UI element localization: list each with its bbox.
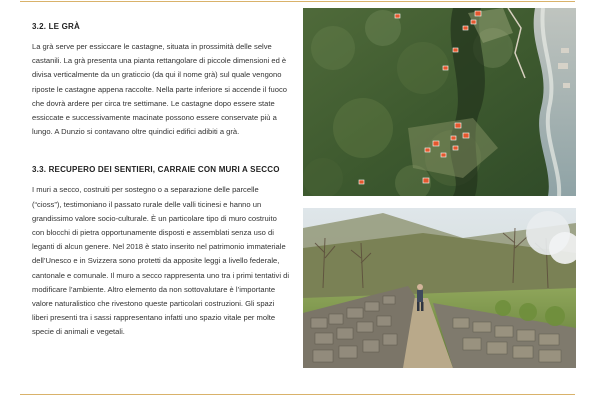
- section-heading-gra: 3.2. LE GRÀ: [32, 22, 80, 31]
- section-heading-sentieri: 3.3. RECUPERO DEI SENTIERI, CARRAIE CON MURI A SECCO: [32, 165, 280, 175]
- top-rule: [20, 1, 575, 2]
- dry-stone-wall-photo: [303, 208, 576, 368]
- bottom-rule: [20, 394, 575, 395]
- section-body-sentieri: I muri a secco, costruiti per sostegno o a separazione delle parcelle (“cioss”), testimoniano il passato rurale delle valli ticinesi e hanno un grandissimo valore socio-culturale. È un particolare tipo di muro costruito con blocchi di pietra opportunamente disposti e assemblati senza uso di leganti di alcun genere. Nel 2018 è stato inserito nel patrimonio immateriale dell’Unesco e in Svizzera sono protetti da apposite leggi a livello federale, cantonale e comunale. Il muro a secco rappresenta uno tra i primi tentativi di modificare l’ambiente. Altro elemento da non sottovalutare è l’importante valore naturalistico che rivestono queste particolari costruzioni. Gli spazi liberi presenti tra i sassi rappresentano infatti uno spazio vitale per molte specie di animali e vegetali.: [32, 185, 290, 337]
- text-column: [32, 22, 290, 340]
- aerial-map-image: [303, 8, 576, 196]
- section-body-gra: La grà serve per essiccare le castagne, situata in prossimità delle selve castanili. La grà presenta una pianta rettangolare di piccole dimensioni ed è divisa verticalmente da un graticcio (da qui il nome grà) sul quale vengono riposte le castagne appena raccolte. Nella parte inferiore si accende il fuoco che dovrà ardere per circa tre settimane. Le castagne dopo essere state essiccate e successivamente macinate possono essere conservate più a lungo. A Dunzio si contavano oltre quindici edifici adibiti a grà.: [32, 42, 287, 137]
